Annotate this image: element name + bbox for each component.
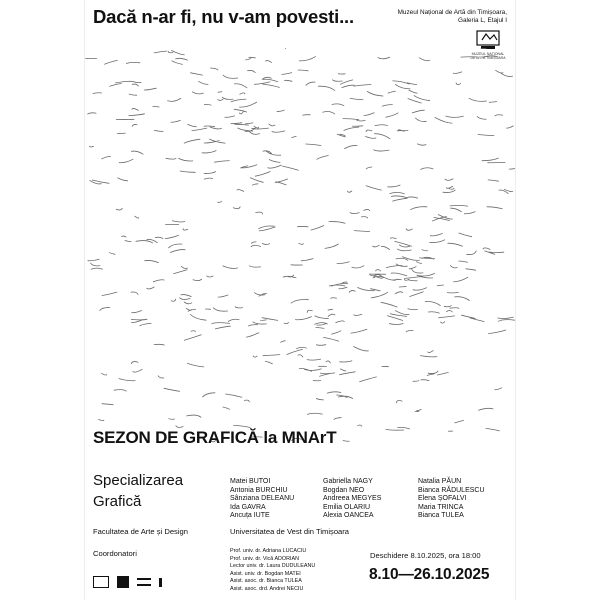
coordinators-heading: Coordonatori [93,549,137,558]
artists-column-2 [323,478,381,521]
coordinator-name: Prof. univ. dr. Vică ADORIAN [230,555,300,562]
artist-name: Ida GAVRA [230,503,266,511]
artists-column-3 [418,478,485,521]
artist-name: Ancuța IUTE [230,512,270,519]
uvt-logo [117,576,129,588]
coordinators-list [230,548,315,594]
museum-logo-text: MUZEUL NAȚIONAL DE ARTĂ TIMIȘOARA [470,52,506,60]
exhibition-poster [85,0,515,600]
fad-logo [93,576,109,588]
museum-line-2: Galeria L, Etajul I [457,17,507,24]
artist-name: Bianca TULEA [418,512,464,519]
artist-name: Emilia OLARIU [323,503,371,511]
artist-name: Andreea MEGYES [323,495,382,502]
partner-logos [93,576,223,590]
artist-name: Antonia BURCHIU [230,486,288,494]
engraving-strokes [86,48,516,442]
opening-info: Deschidere 8.10.2025, ora 18:00 [370,551,481,560]
section-title: SEZON DE GRAFICĂ la MNArT [93,428,337,447]
rolvoio-logo [159,578,185,587]
faculty-name: Facultatea de Arte și Design [93,527,188,536]
specialization-line-2: Grafică [93,493,142,510]
university-name: Universitatea de Vest din Timișoara [230,527,350,536]
coordinator-name: Lector univ. dr. Laura DUDULEANU [230,563,316,570]
coordinator-name: Asist. asoc. dr. Bianca TULEA [230,578,302,585]
artist-name: Bogdan NEO [323,486,365,494]
coordinator-name: Prof. univ. dr. Adriana LUCACIU [230,548,307,554]
artist-name: Alexia OANCEA [323,512,374,519]
coordinator-name: Asist. asoc. drd. Andrei NECIU [230,585,304,592]
specialization-line-1: Specializarea [93,472,184,489]
artists-column-1 [230,478,294,521]
coordinator-name: Asist. univ. dr. Bogdan MATEI [230,570,301,577]
museum-line-1: Muzeul Național de Artă din Timișoara, [397,9,507,16]
artist-name: Gabriella NAGY [323,478,373,485]
artist-name: Natalia PĂUN [418,478,462,485]
poster-title: Dacă n-ar fi, nu v-am povesti... [93,6,354,27]
artist-name: Bianca RĂDULESCU [418,486,485,494]
museum-location [397,9,507,25]
artist-name: Maria TRINCA [418,503,464,511]
artwork-engraving [85,48,515,443]
exhibition-dates: 8.10—26.10.2025 [369,566,490,583]
artist-name: Elena ȘOFALVI [418,495,467,502]
artist-name: Sânziana DELEANU [230,495,295,502]
specialization-heading [93,470,223,512]
arte-logo [137,578,151,586]
artist-name: Matei BUTOI [230,478,271,485]
